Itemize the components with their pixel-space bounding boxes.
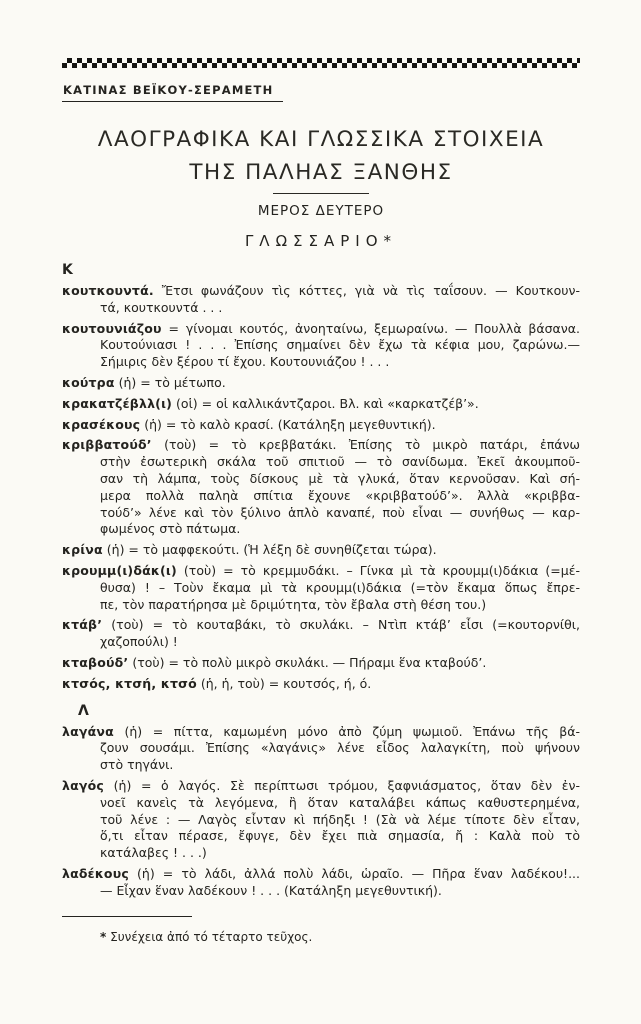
entry-term: κρασέκους	[62, 416, 141, 432]
entry-term: κταβούδ’	[62, 654, 129, 670]
entry-line: Κουτούνιασι ! . . . Ἐπίσης σημαίνει δὲν ἔχω τὰ κέφια μου, ζαρώνω.—	[100, 337, 580, 353]
entry-line: μερα πολλὰ παληὰ σπίτια ἔχουνε «κριββατούδ’». Ἀλλὰ «κριββα-	[100, 487, 580, 503]
entry-term: κούτρα	[62, 374, 115, 390]
entry-line: τούδ’» λένε καὶ τὸν ξύλινο ἁπλὸ καναπέ, ποὺ εἶναι — συνήθως — καρ-	[100, 504, 580, 520]
entry-line: κρακατζέβλλ(ι) (οἱ) = οἱ καλλικάντζαροι. Βλ. καὶ «καρκατζέβ’».	[62, 395, 479, 411]
entry-term: κουτκουντά.	[62, 283, 154, 298]
entry-line: πε, τὸν παρατήρησα μὲ δριμύτητα, τὸν ἔβαλα στὴ θέση του.)	[100, 596, 487, 612]
entry-line: χαζοπούλι) !	[100, 634, 178, 650]
glossary-entry	[62, 676, 580, 693]
entry-term: κτσός, κτσή, κτσό	[62, 675, 197, 691]
entry-term: κρακατζέβλλ(ι)	[62, 395, 173, 411]
entry-line: κρίνα (ἡ) = τὸ μαφφεκούτι. (Ἡ λέξη δὲ συνηθίζεται τώρα).	[62, 542, 437, 558]
title-divider	[273, 193, 369, 194]
glossary-entry	[62, 655, 580, 672]
glossary-entry	[62, 417, 580, 434]
entry-line: — Εἶχαν ἕναν λαδέκουν ! . . . (Κατάληξη μεγεθυντική).	[100, 882, 442, 898]
entry-line: στὴν ἐσωτερικὴ σκάλα τοῦ σπιτιοῦ — τὸ σανίδωμα. Ἐκεῖ ἀκουμποῦ-	[100, 454, 580, 470]
entry-line: κουτκουντά. Ἔτσι φωνάζουν τὶς κόττες, γιὰ νὰ τὶς ταΐσουν. — Κουτκουν-	[62, 283, 580, 298]
entry-line: κταβούδ’ (τοὺ) = τὸ πολὺ μικρὸ σκυλάκι. — Πήραμι ἕνα κταβούδ’.	[62, 654, 487, 670]
entry-line: λαγός (ἡ) = ὁ λαγός. Σὲ περίπτωσι τρόμου, ξαφνιάσματος, ὅταν δὲν ἐν-	[62, 777, 580, 793]
footnote-marker: *	[100, 929, 107, 944]
glossary-entry	[62, 563, 580, 613]
glossary-body	[62, 262, 580, 900]
footnote	[62, 930, 580, 944]
entry-line: κριββατούδ’ (τοὺ) = τὸ κρεββατάκι. Ἐπίσης τὸ μικρὸ πατάρι, ἐπάνω	[62, 437, 580, 453]
glossary-entry	[62, 542, 580, 559]
author-name: ΚΑΤΙΝΑΣ ΒΕΪΚΟΥ-ΣΕΡΑΜΕΤΗ	[62, 83, 283, 102]
entry-line: ὅ,τι εἶταν πέρασε, ἔφυγε, δὲν ἔχει πιὰ σημασία, ἤ : Καλὰ ποὺ τὸ	[100, 828, 580, 844]
entry-term: λαγάνα	[62, 723, 114, 739]
entry-line: ζουν σουσάμι. Ἐπίσης «λαγάνις» λένε εἶδος λαλαγκίτη, ποὺ ψήνουν	[100, 740, 580, 756]
glossary-entry	[62, 617, 580, 651]
glossary-heading: ΓΛΩΣΣΑΡΙΟ*	[244, 232, 398, 250]
decorative-checker-border	[62, 58, 580, 68]
entry-line: λαγάνα (ἡ) = πίττα, καμωμένη μόνο ἀπὸ ζύμη ψωμιοῦ. Ἐπάνω τῆς βά-	[62, 723, 580, 739]
entry-line: λαδέκους (ἡ) = τὸ λάδι, ἀλλά πολὺ λάδι, ὡραῖο. — Πῆρα ἕναν λαδέκου!...	[62, 865, 580, 881]
entry-line: τοῦ λένε : — Λαγὸς εἶνταν κὶ πήδηξι ! (Σὰ νὰ λέμε τίποτε δὲν εἶταν,	[100, 811, 580, 827]
entry-line: κτάβ’ (τοὺ) = τὸ κουταβάκι, τὸ σκυλάκι. – Ντὶπ κτάβ’ εἶσι (=κουτορνίθι,	[62, 617, 580, 633]
entry-line: στὸ τηγάνι.	[100, 757, 174, 773]
entry-term: κρίνα	[62, 542, 103, 558]
glossary-entry	[62, 375, 580, 392]
glossary-entry	[62, 724, 580, 774]
footnote-text: Συνέχεια ἀπό τό τέταρτο τεῦχος.	[110, 929, 313, 944]
page-title	[62, 123, 580, 189]
entry-line: κτσός, κτσή, κτσό (ἡ, ἡ, τοὺ) = κουτσός, ή, ό.	[62, 675, 372, 691]
entry-term: λαδέκους	[62, 865, 129, 881]
part-subtitle: ΜΕΡΟΣ ΔΕΥΤΕΡΟ	[257, 203, 385, 219]
section-letter: Κ	[62, 262, 73, 278]
entry-line: κουτουνιάζου = γίνομαι κουτός, ἀνοηταίνω, ξεμωραίνω. — Πουλλὰ βάσανα.	[62, 320, 580, 336]
footnote-divider	[62, 916, 192, 917]
glossary-entry	[62, 778, 580, 862]
entry-line: κρουμμ(ι)δάκ(ι) (τοὺ) = τὸ κρεμμυδάκι. – Γίνκα μὶ τὰ κρουμμ(ι)δάκια (=μέ-	[62, 562, 580, 578]
entry-line: κρασέκους (ἡ) = τὸ καλὸ κρασί. (Κατάληξη μεγεθυντική).	[62, 416, 436, 432]
section-letter: Λ	[78, 702, 89, 719]
title-line-1: ΛΑΟΓΡΑΦΙΚΑ ΚΑΙ ΓΛΩΣΣΙΚΑ ΣΤΟΙΧΕΙΑ	[97, 127, 545, 152]
entry-term: κρουμμ(ι)δάκ(ι)	[62, 562, 177, 578]
glossary-entry	[62, 321, 580, 371]
entry-line: κούτρα (ἡ) = τὸ μέτωπο.	[62, 374, 226, 390]
entry-line: κατάλαβες ! . . .)	[100, 845, 207, 861]
entry-term: κουτουνιάζου	[62, 320, 162, 336]
entry-line: νοεῖ κανεὶς τὰ λεγόμενα, ἢ ὅταν καταλάβει κάπως καθυστερημένα,	[100, 794, 580, 810]
glossary-entry	[62, 437, 580, 538]
glossary-entry	[62, 396, 580, 413]
title-line-2: ΤΗΣ ΠΑΛΗΑΣ ΞΑΝΘΗΣ	[189, 160, 453, 185]
glossary-entry	[62, 866, 580, 900]
entry-line: τά, κουτκουντά . . .	[100, 299, 223, 315]
entry-line: θυσα) ! – Τοὺν ἔκαμα μὶ τὰ κρουμμ(ι)δάκια (=τὸν ἔκαμα ὅπως ἔπρε-	[100, 579, 580, 595]
entry-line: σαν τὴ λάμπα, τοὺς δίσκους μὲ τὰ γλυκά, ὅταν κερνοῦσαν. Καὶ σή-	[100, 470, 580, 486]
entry-line: φωμένος στὸ πάτωμα.	[100, 521, 241, 537]
entry-term: λαγός	[62, 777, 105, 793]
entry-term: κριββατούδ’	[62, 437, 152, 453]
entry-line: Σήμιρις δὲν ξέρου τί ἔχου. Κουτουνιάζου ! . . .	[100, 354, 390, 370]
entry-term: κτάβ’	[62, 617, 103, 633]
glossary-entry	[62, 283, 580, 317]
